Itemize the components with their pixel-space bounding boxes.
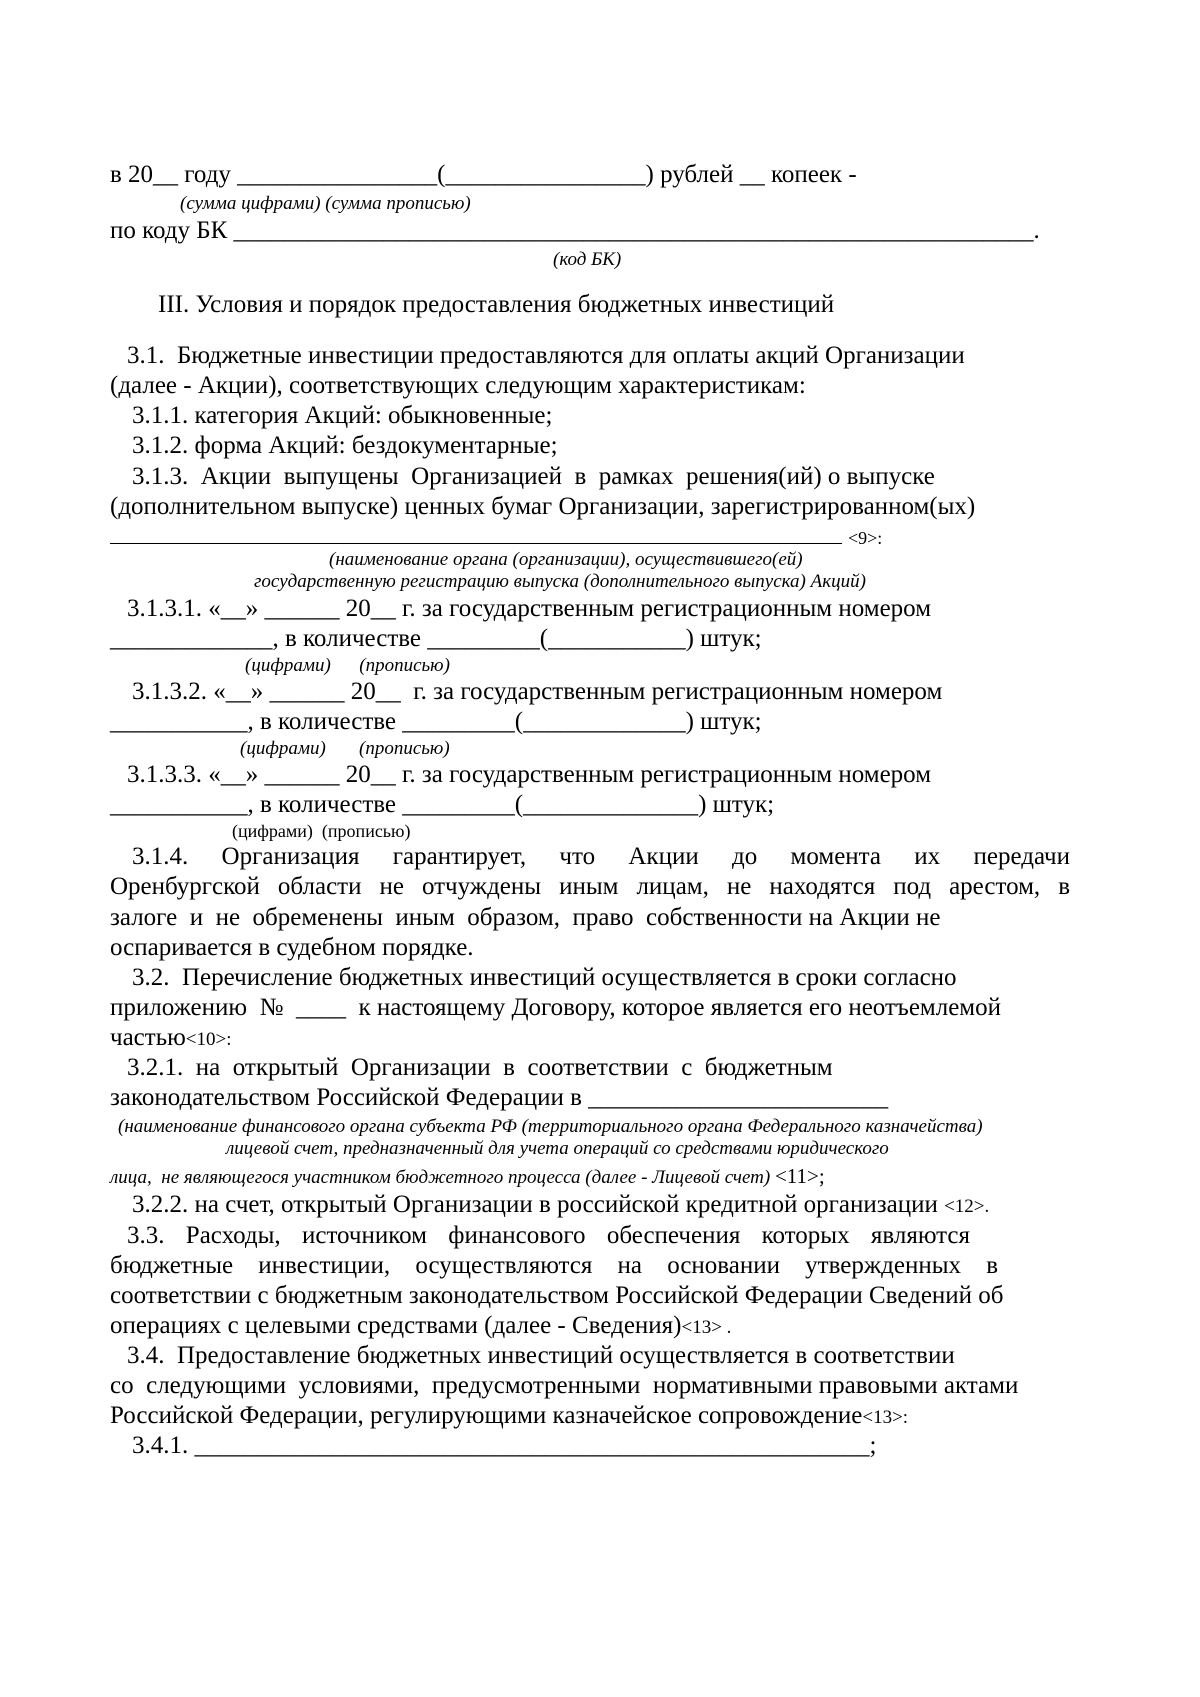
- paragraph-3-1-2: 3.1.2. форма Акций: бездокументарные;: [132, 432, 558, 459]
- paragraph-3-1-3-line-1: 3.1.3. Акции выпущены Организацией в рамках решения(ий) о выпуске: [132, 463, 935, 490]
- paragraph-3-1-3-2-line-1: 3.1.3.2. «__» ______ 20__ г. за государственным регистрационным номером: [132, 678, 943, 705]
- paragraph-3-2-line-1: 3.2. Перечисление бюджетных инвестиций осуществляется в сроки согласно: [132, 964, 957, 991]
- paragraph-3-2-line-3: [110, 1023, 232, 1055]
- paragraph-3-3-line-3: соответствии с бюджетным законодательством Российской Федерации Сведений об: [110, 1282, 1004, 1309]
- section-heading: III. Условия и порядок предоставления бюджетных инвестиций: [158, 291, 835, 318]
- paragraph-3-4-line-3: [110, 1401, 908, 1433]
- paragraph-3-4-1: 3.4.1. ______________________________________________________;: [132, 1432, 877, 1459]
- registration-body-caption-1: (наименование органа (организации), осуществившего(ей): [329, 549, 803, 570]
- registration-body-underline: [110, 543, 842, 544]
- paragraph-3-4-line-1: 3.4. Предоставление бюджетных инвестиций осуществляется в соответствии: [127, 1342, 955, 1369]
- paragraph-3-2-1-line-1: 3.2.1. на открытый Организации в соответствии с бюджетным: [127, 1054, 833, 1081]
- amount-line: в 20__ году ________________(________________) рублей __ копеек -: [110, 161, 857, 188]
- registration-body-caption-2: государственную регистрацию выпуска (дополнительного выпуска) Акций): [254, 571, 866, 592]
- paragraph-3-2-1-line-2: законодательством Российской Федерации в ________________________: [110, 1084, 889, 1111]
- paragraph-3-1-4-line-2: Оренбургской области не отчуждены иным лицам, не находятся под арестом, в: [110, 873, 1070, 900]
- footnote-ref-12: <12>.: [944, 1196, 990, 1217]
- paragraph-3-3-line-4: [110, 1311, 731, 1343]
- paragraph-3-1-3-1-line-2: _____________, в количестве _________(___________) штук;: [110, 625, 762, 652]
- paragraph-3-1-3-1-line-1: 3.1.3.1. «__» ______ 20__ г. за государственным регистрационным номером: [127, 595, 932, 622]
- account-caption-3: [110, 1165, 825, 1189]
- paragraph-3-4-line-2: со следующими условиями, предусмотренными нормативными правовыми актами: [110, 1372, 1019, 1399]
- paragraph-3-1-1: 3.1.1. категория Акций: обыкновенные;: [132, 402, 553, 429]
- paragraph-3-2-line-3-text: частью: [110, 1024, 186, 1051]
- paragraph-3-1-line-2: (далее - Акции), соответствующих следующим характеристикам:: [110, 372, 806, 399]
- account-caption-1: (наименование финансового органа субъекта РФ (территориального органа Федерального казначейства): [118, 1116, 983, 1137]
- quantity-caption-3: (цифрами) (прописью): [232, 821, 411, 841]
- paragraph-3-4-line-3-text: Российской Федерации, регулирующими казначейское сопровождение: [110, 1402, 863, 1429]
- footnote-ref-11: <11>;: [774, 1164, 825, 1188]
- paragraph-3-2-2-text: 3.2.2. на счет, открытый Организации в российской кредитной организации: [132, 1191, 938, 1218]
- paragraph-3-1-4-line-3: залоге и не обременены иным образом, право собственности на Акции не: [110, 904, 941, 931]
- amount-caption: (сумма цифрами) (сумма прописью): [180, 193, 471, 214]
- quantity-caption-2: (цифрами) (прописью): [240, 738, 450, 759]
- paragraph-3-1-4-line-4: оспаривается в судебном порядке.: [110, 934, 474, 961]
- account-caption-3-text: лица, не являющегося участником бюджетного процесса (далее - Лицевой счет): [110, 1167, 771, 1188]
- footnote-ref-13b: <13>:: [862, 1407, 909, 1428]
- quantity-caption-1: (цифрами) (прописью): [245, 655, 450, 676]
- footnote-ref-9: <9>:: [848, 528, 883, 548]
- footnote-ref-13a: <13> .: [681, 1317, 732, 1338]
- footnote-ref-10: <10>:: [185, 1029, 232, 1050]
- paragraph-3-1-3-2-line-2: ___________, в количестве _________(_____________) штук;: [110, 708, 762, 735]
- paragraph-3-2-2: [132, 1190, 989, 1222]
- paragraph-3-1-3-3-line-1: 3.1.3.3. «__» ______ 20__ г. за государственным регистрационным номером: [127, 761, 932, 788]
- paragraph-3-2-line-2: приложению № ____ к настоящему Договору, которое является его неотъемлемой: [110, 994, 1002, 1021]
- paragraph-3-1-4-line-1: 3.1.4. Организация гарантирует, что Акции до момента их передачи: [132, 843, 1070, 870]
- paragraph-3-3-line-4-text: операциях с целевыми средствами (далее - Сведения): [110, 1312, 682, 1339]
- paragraph-3-3-line-2: бюджетные инвестиции, осуществляются на основании утвержденных в: [110, 1252, 998, 1279]
- budget-code-caption: (код БК): [553, 249, 622, 270]
- paragraph-3-1-3-line-2: (дополнительном выпуске) ценных бумаг Организации, зарегистрированном(ых): [110, 493, 976, 520]
- paragraph-3-1-line-1: 3.1. Бюджетные инвестиции предоставляются для оплаты акций Организации: [127, 342, 965, 369]
- paragraph-3-1-3-3-line-2: ___________, в количестве _________(______________) штук;: [110, 791, 775, 818]
- budget-code-line: по коду БК ________________________________________________________________.: [110, 217, 1040, 244]
- paragraph-3-3-line-1: 3.3. Расходы, источником финансового обеспечения которых являются: [127, 1222, 970, 1249]
- account-caption-2: лицевой счет, предназначенный для учета операций со средствами юридического: [226, 1138, 889, 1159]
